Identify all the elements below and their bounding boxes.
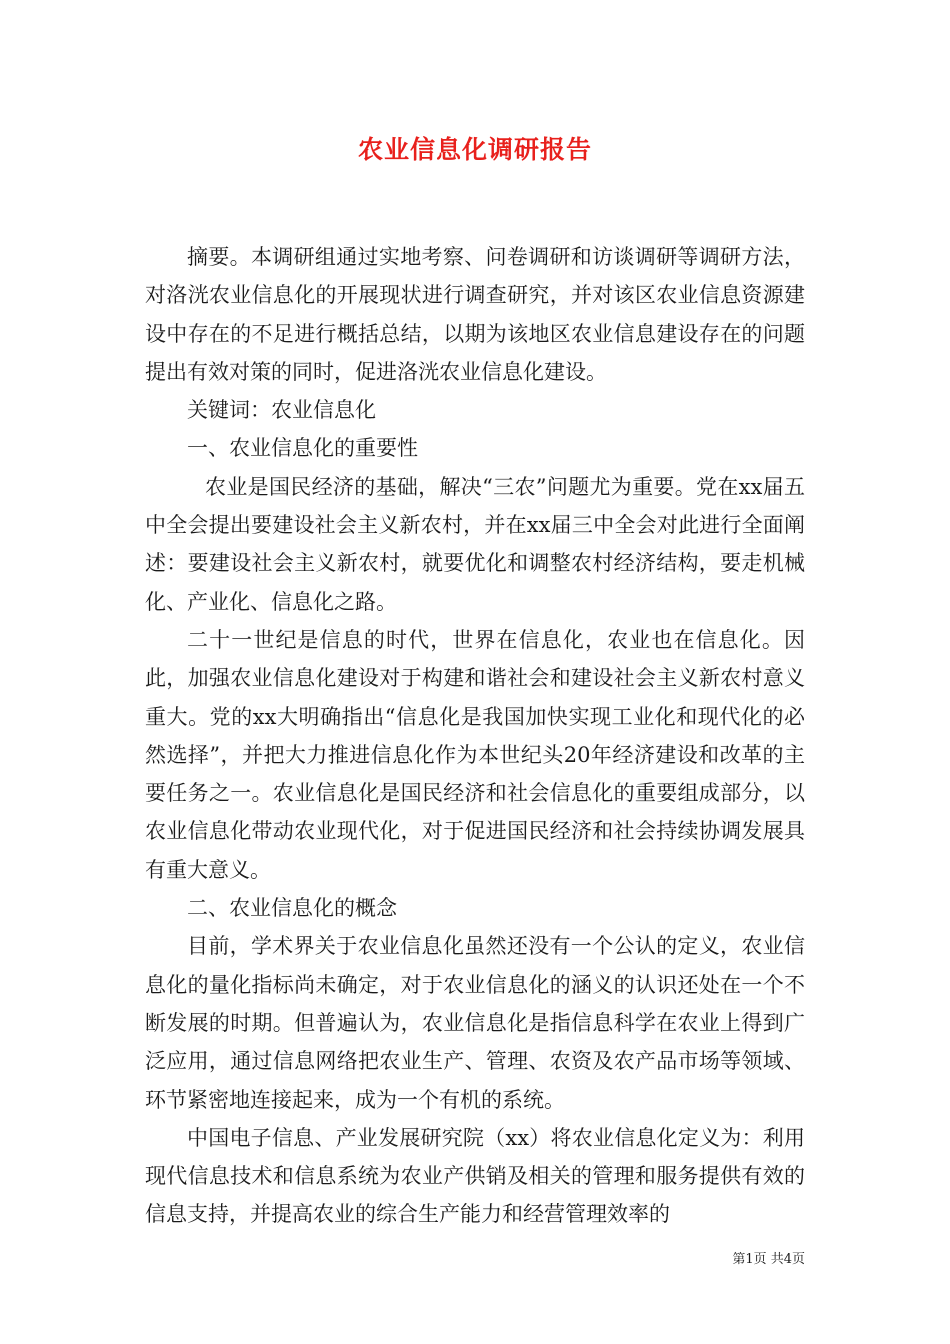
section-heading-2: 二、农业信息化的概念 <box>187 896 397 921</box>
body-paragraph: 中国电子信息、产业发展研究院（xx）将农业信息化定义为：利用现代信息技术和信息系统为农业产供销及相关的管理和服务提供有效的信息支持，并提高农业的综合生产能力和经营管理效率的 <box>145 1125 805 1227</box>
body-paragraph: 农业是国民经济的基础，解决“三农”问题尤为重要。党在xx届五中全会提出要建设社会主义新农村，并在xx届三中全会对此进行全面阐述：要建设社会主义新农村，就要优化和调整农村经济结构，要走机械化、产业化、信息化之路。 <box>145 474 805 614</box>
keywords-line: 关键词：农业信息化 <box>187 398 376 423</box>
document-body <box>145 238 805 1234</box>
body-paragraph: 二十一世纪是信息的时代，世界在信息化，农业也在信息化。因此，加强农业信息化建设对于构建和谐社会和建设社会主义新农村意义重大。党的xx大明确指出“信息化是我国加快实现工业化和现代化的必然选择”，并把大力推进信息化作为本世纪头20年经济建设和改革的主要任务之一。农业信息化是国民经济和社会信息化的重要组成部分，以农业信息化带动农业现代化，对于促进国民经济和社会持续协调发展具有重大意义。 <box>145 627 805 882</box>
section-heading-1: 一、农业信息化的重要性 <box>187 436 418 461</box>
body-paragraph: 目前，学术界关于农业信息化虽然还没有一个公认的定义，农业信息化的量化指标尚未确定，对于农业信息化的涵义的认识还处在一个不断发展的时期。但普遍认为，农业信息化是指信息科学在农业上得到广泛应用，通过信息网络把农业生产、管理、农资及农产品市场等领域、环节紧密地连接起来，成为一个有机的系统。 <box>145 934 805 1112</box>
page-number-footer: 第1页 共4页 <box>732 1252 805 1267</box>
abstract-paragraph: 摘要。本调研组通过实地考察、问卷调研和访谈调研等调研方法，对洛洸农业信息化的开展现状进行调查研究，并对该区农业信息资源建设中存在的不足进行概括总结，以期为该地区农业信息建设存在的问题提出有效对策的同时，促进洛洸农业信息化建设。 <box>145 245 805 384</box>
document-title: 农业信息化调研报告 <box>357 135 592 164</box>
